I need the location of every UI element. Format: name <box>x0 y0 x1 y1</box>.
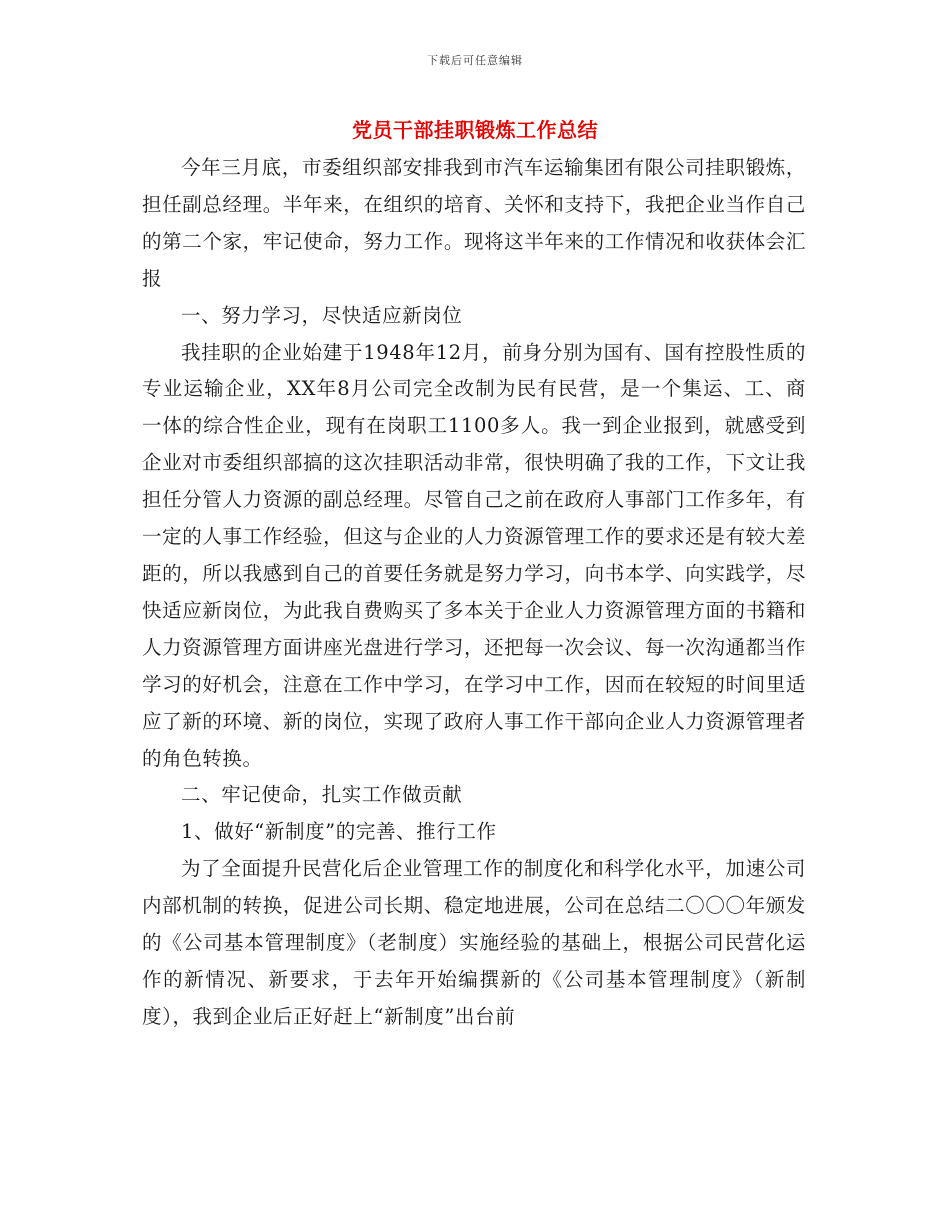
header-note: 下载后可任意编辑 <box>427 54 523 67</box>
document-body <box>142 150 806 1036</box>
paragraph-subsection-1: 为了全面提升民营化后企业管理工作的制度化和科学化水平，加速公司内部机制的转换，促进公司长期、稳定地进展，公司在总结二〇〇〇年颁发的《公司基本管理制度》（老制度）实施经验的基础上，根据公司民营化运作的新情况、新要求，于去年开始编撰新的《公司基本管理制度》（新制度），我到企业后正好赶上“新制度”出台前 <box>142 857 806 1028</box>
subsection-heading-1: 1、做好“新制度”的完善、推行工作 <box>181 820 497 844</box>
section-heading-1: 一、努力学习，尽快适应新岗位 <box>181 303 463 327</box>
document-title: 党员干部挂职锻炼工作总结 <box>352 118 598 142</box>
paragraph-section-1: 我挂职的企业始建于1948年12月，前身分别为国有、国有控股性质的专业运输企业，XX年8月公司完全改制为民有民营，是一个集运、工、商一体的综合性企业，现有在岗职工1100多人。我一到企业报到，就感受到企业对市委组织部搞的这次挂职活动非常，很快明确了我的工作，下文让我担任分管人力资源的副总经理。尽管自己之前在政府人事部门工作多年，有一定的人事工作经验，但这与企业的人力资源管理工作的要求还是有较大差距的，所以我感到自己的首要任务就是努力学习，向书本学、向实践学，尽快适应新岗位，为此我自费购买了多本关于企业人力资源管理方面的书籍和人力资源管理方面讲座光盘进行学习，还把每一次会议、每一次沟通都当作学习的好机会，注意在工作中学习，在学习中工作，因而在较短的时间里适应了新的环境、新的岗位，实现了政府人事工作干部向企业人力资源管理者的角色转换。 <box>142 340 806 770</box>
section-heading-2: 二、牢记使命，扎实工作做贡献 <box>181 783 463 807</box>
paragraph-intro: 今年三月底，市委组织部安排我到市汽车运输集团有限公司挂职锻炼，担任副总经理。半年来，在组织的培育、关怀和支持下，我把企业当作自己的第二个家，牢记使命，努力工作。现将这半年来的工作情况和收获体会汇报 <box>142 156 806 290</box>
